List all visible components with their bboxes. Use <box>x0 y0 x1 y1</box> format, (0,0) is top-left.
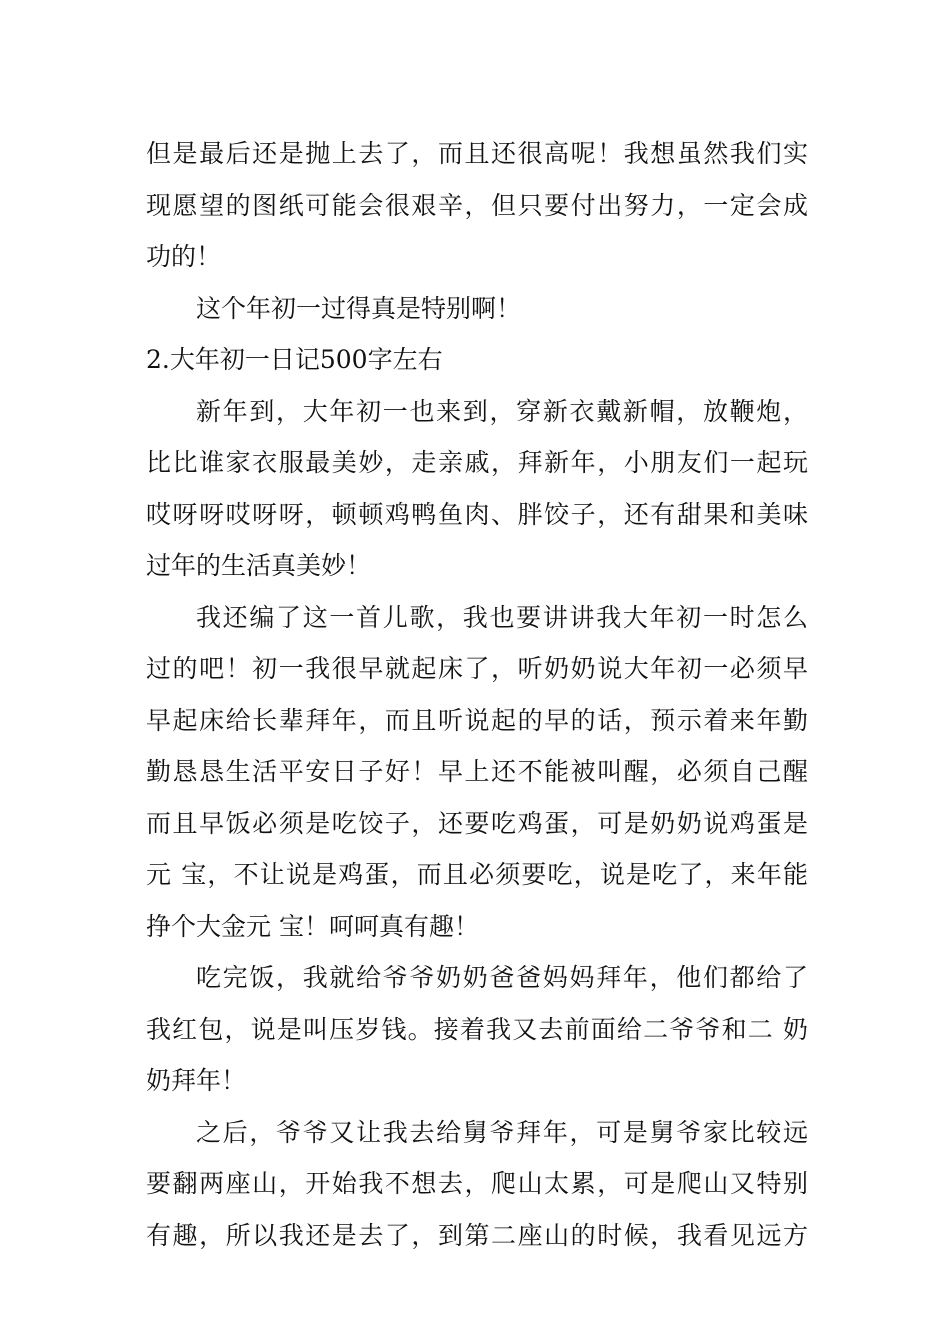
text-line: 早起床给长辈拜年，而且听说起的早的话，预示着来年勤 <box>146 705 808 735</box>
text-line: 过的吧！初一我很早就起床了，听奶奶说大年初一必须早 <box>146 654 808 683</box>
text-line: 比比谁家衣服最美妙，走亲戚，拜新年，小朋友们一起玩 <box>146 448 808 477</box>
text-line: 我还编了这一首儿歌，我也要讲讲我大年初一时怎么 <box>196 602 808 632</box>
text-line: 勤恳恳生活平安日子好！早上还不能被叫醒，必须自己醒 <box>146 757 808 786</box>
text-line: 要翻两座山，开始我不想去，爬山太累，可是爬山又特别 <box>146 1169 808 1198</box>
text-line: 新年到，大年初一也来到，穿新衣戴新帽，放鞭炮， <box>196 396 808 426</box>
text-line: 挣个大金元 宝！呵呵真有趣！ <box>146 911 479 941</box>
text-line: 我红包，说是叫压岁钱。接着我又去前面给二爷爷和二 奶 <box>146 1014 808 1044</box>
paragraph <box>146 334 808 386</box>
text-line: 功的！ <box>146 242 222 271</box>
text-line: 2.大年初一日记500字左右 <box>146 345 443 374</box>
text-line: 元 宝，不让说是鸡蛋，而且必须要吃，说是吃了，来年能 <box>146 860 808 889</box>
paragraph <box>146 283 808 335</box>
text-line: 奶拜年！ <box>146 1066 247 1095</box>
text-line: 但是最后还是抛上去了，而且还很高呢！我想虽然我们实 <box>146 139 808 168</box>
text-line: 哎呀呀哎呀呀，顿顿鸡鸭鱼肉、胖饺子，还有甜果和美味 <box>146 499 808 529</box>
text-line: 过年的生活真美妙！ <box>146 551 372 580</box>
paragraph <box>146 952 808 1107</box>
paragraph <box>146 128 808 283</box>
document-body <box>146 128 808 1261</box>
text-line: 有趣，所以我还是去了，到第二座山的时候，我看见远方 <box>146 1220 808 1250</box>
text-line: 之后，爷爷又让我去给舅爷拜年，可是舅爷家比较远 <box>196 1117 808 1147</box>
paragraph <box>146 386 808 592</box>
paragraph <box>146 592 808 953</box>
text-line: 现愿望的图纸可能会很艰辛，但只要付出努力，一定会成 <box>146 190 808 220</box>
text-line: 吃完饭，我就给爷爷奶奶爸爸妈妈拜年，他们都给了 <box>196 963 808 992</box>
paragraph <box>146 1107 808 1262</box>
text-line: 这个年初一过得真是特别啊！ <box>196 293 522 323</box>
text-line: 而且早饭必须是吃饺子，还要吃鸡蛋，可是奶奶说鸡蛋是 <box>146 808 808 838</box>
